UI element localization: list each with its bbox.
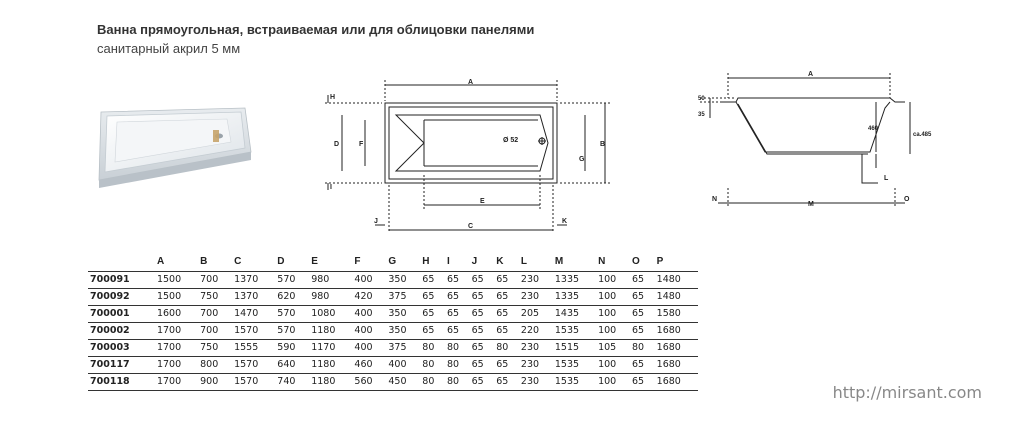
table-cell: 65 [630,289,655,306]
table-row [88,357,698,374]
table-cell: 1580 [655,306,698,323]
label-O: O [904,196,910,203]
table-cell: 100 [596,323,630,340]
table-cell: 1335 [553,272,596,289]
table-cell: 1680 [655,357,698,374]
table-cell: 450 [386,374,420,391]
table-cell: 700 [198,272,232,289]
table-cell: 65 [445,272,470,289]
label-K: K [562,218,568,225]
table-cell: 350 [386,272,420,289]
table-cell: 1170 [309,340,352,357]
table-cell: 570 [275,323,309,340]
label-B: B [600,141,606,148]
table-cell: 65 [630,357,655,374]
table-cell: 65 [470,272,495,289]
table-cell: 100 [596,357,630,374]
table-cell: 350 [386,306,420,323]
table-cell: 980 [309,289,352,306]
table-cell: 230 [519,340,553,357]
table-cell: 700 [198,323,232,340]
table-cell: 1500 [155,289,198,306]
watermark: http://mirsant.com [832,383,982,402]
label-L: L [884,175,889,182]
table-cell: 1480 [655,272,698,289]
table-cell: 400 [386,357,420,374]
table-cell: 65 [470,340,495,357]
table-cell: 65 [470,323,495,340]
table-cell: 105 [596,340,630,357]
dimensions-table [88,255,698,391]
table-cell: 80 [445,374,470,391]
table-cell: 80 [420,357,445,374]
table-cell: 1700 [155,323,198,340]
label-D: D [334,141,340,148]
column-header: N [596,255,630,272]
table-cell: 65 [420,323,445,340]
table-cell: 80 [494,340,519,357]
table-cell: 1180 [309,357,352,374]
top-view-drawing [320,75,620,240]
table-cell: 65 [420,272,445,289]
table-cell: 65 [420,306,445,323]
dim-50: 50 [698,96,705,102]
column-header [88,255,155,272]
label-H: H [330,94,336,101]
table-cell: 1535 [553,357,596,374]
table-cell: 65 [630,272,655,289]
table-cell: 65 [494,357,519,374]
page-subtitle: санитарный акрил 5 мм [97,41,241,56]
table-cell: 80 [630,340,655,357]
table-cell: 1535 [553,323,596,340]
table-cell: 460 [352,357,386,374]
table-cell: 65 [630,374,655,391]
table-cell: 1700 [155,340,198,357]
section-drawing [690,68,935,218]
column-header: I [445,255,470,272]
table-cell: 65 [494,374,519,391]
column-header: H [420,255,445,272]
table-cell: 800 [198,357,232,374]
label-drain: Ø 52 [503,137,519,144]
table-row [88,374,698,391]
table-cell: 420 [352,289,386,306]
table-cell: 1700 [155,357,198,374]
model-code-cell: 700002 [88,323,155,340]
table-cell: 750 [198,340,232,357]
table-row [88,340,698,357]
label-F: F [359,141,364,148]
dim-ca485: ca.485 [913,132,932,138]
table-cell: 1080 [309,306,352,323]
model-code-cell: 700091 [88,272,155,289]
label-C: C [468,223,474,230]
table-cell: 230 [519,374,553,391]
table-cell: 65 [445,289,470,306]
table-cell: 620 [275,289,309,306]
table-cell: 65 [470,374,495,391]
table-cell: 400 [352,323,386,340]
table-cell: 1680 [655,323,698,340]
table-header-row [88,255,698,272]
table-cell: 1680 [655,374,698,391]
table-cell: 100 [596,374,630,391]
table-cell: 1370 [232,272,275,289]
table-cell: 1180 [309,374,352,391]
table-cell: 1570 [232,357,275,374]
dim-460: 460 [868,126,879,132]
table-cell: 230 [519,357,553,374]
table-cell: 400 [352,306,386,323]
table-cell: 640 [275,357,309,374]
table-cell: 1570 [232,374,275,391]
column-header: B [198,255,232,272]
table-cell: 700 [198,306,232,323]
model-code-cell: 700001 [88,306,155,323]
table-cell: 980 [309,272,352,289]
table-cell: 375 [386,340,420,357]
table-cell: 590 [275,340,309,357]
table-cell: 230 [519,272,553,289]
table-row [88,323,698,340]
model-code-cell: 700003 [88,340,155,357]
table-cell: 750 [198,289,232,306]
bathtub-photo [95,100,255,192]
table-cell: 1700 [155,374,198,391]
table-cell: 100 [596,306,630,323]
table-cell: 1500 [155,272,198,289]
table-cell: 80 [445,340,470,357]
column-header: P [655,255,698,272]
column-header: O [630,255,655,272]
table-cell: 220 [519,323,553,340]
label-section-A: A [808,71,814,78]
label-J: J [374,218,378,225]
table-cell: 100 [596,272,630,289]
table-cell: 1470 [232,306,275,323]
table-cell: 65 [630,306,655,323]
column-header: F [352,255,386,272]
table-cell: 1480 [655,289,698,306]
table-cell: 65 [494,272,519,289]
table-cell: 65 [630,323,655,340]
table-cell: 1515 [553,340,596,357]
model-code-cell: 700118 [88,374,155,391]
table-cell: 80 [420,374,445,391]
column-header: M [553,255,596,272]
table-cell: 65 [470,357,495,374]
column-header: E [309,255,352,272]
column-header: C [232,255,275,272]
table-cell: 80 [445,357,470,374]
table-row [88,289,698,306]
table-cell: 1570 [232,323,275,340]
page-title: Ванна прямоугольная, встраиваемая или для облицовки панелями [97,22,535,37]
column-header: K [494,255,519,272]
column-header: D [275,255,309,272]
table-cell: 570 [275,272,309,289]
table-cell: 900 [198,374,232,391]
table-cell: 1680 [655,340,698,357]
column-header: J [470,255,495,272]
table-cell: 205 [519,306,553,323]
table-cell: 65 [494,306,519,323]
table-cell: 1535 [553,374,596,391]
table-cell: 230 [519,289,553,306]
table-cell: 400 [352,340,386,357]
model-code-cell: 700117 [88,357,155,374]
label-N: N [712,196,718,203]
table-cell: 65 [420,289,445,306]
table-cell: 65 [445,306,470,323]
table-cell: 375 [386,289,420,306]
table-cell: 560 [352,374,386,391]
label-M: M [808,201,814,208]
model-code-cell: 700092 [88,289,155,306]
table-cell: 100 [596,289,630,306]
table-cell: 1335 [553,289,596,306]
table-cell: 65 [494,289,519,306]
table-cell: 80 [420,340,445,357]
table-cell: 740 [275,374,309,391]
label-G: G [579,156,585,163]
dim-35: 35 [698,112,705,118]
table-cell: 65 [470,306,495,323]
table-cell: 350 [386,323,420,340]
table-row [88,306,698,323]
table-cell: 1555 [232,340,275,357]
column-header: G [386,255,420,272]
label-A: A [468,79,474,86]
table-cell: 1370 [232,289,275,306]
column-header: A [155,255,198,272]
table-cell: 65 [445,323,470,340]
column-header: L [519,255,553,272]
table-cell: 570 [275,306,309,323]
table-cell: 65 [470,289,495,306]
table-cell: 1435 [553,306,596,323]
table-cell: 1600 [155,306,198,323]
table-cell: 65 [494,323,519,340]
label-E: E [480,198,485,205]
table-cell: 400 [352,272,386,289]
table-cell: 1180 [309,323,352,340]
label-I: I [330,184,332,191]
table-row [88,272,698,289]
